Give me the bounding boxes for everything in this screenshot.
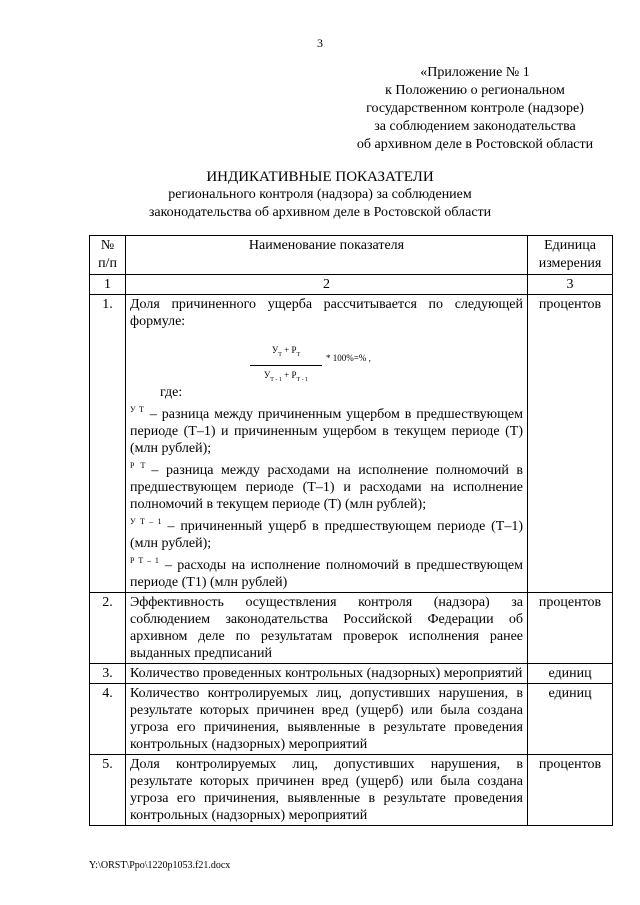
- appendix-header: [340, 64, 610, 154]
- appendix-line: «Приложение № 1: [420, 65, 530, 80]
- row-number: 4.: [90, 684, 126, 755]
- table-row: [90, 684, 613, 755]
- table-header-row: [90, 236, 613, 275]
- row-description: Количество проведенных контрольных (надзорных) мероприятий: [126, 664, 528, 684]
- row-unit: процентов: [528, 295, 613, 593]
- where-label: где:: [160, 385, 183, 400]
- row-description: Количество контролируемых лиц, допустивших нарушения, в результате которых причинен вред (ущерб) или была создана угроза его причинения, выявленные в результате проведения контрольных (надзорных) мероприятий: [126, 684, 528, 755]
- formula: [130, 342, 523, 383]
- header-name: Наименование показателя: [126, 236, 528, 275]
- formula-multiplier: * 100%=% ,: [326, 353, 371, 363]
- appendix-line: государственном контроле (надзоре): [366, 101, 584, 116]
- row-number: 1.: [90, 295, 126, 593]
- row-unit: процентов: [528, 755, 613, 826]
- col-number: 3: [528, 275, 613, 295]
- page-number: 3: [317, 36, 323, 50]
- file-path-footer: Y:\ORST\Ppo\1220p1053.f21.docx: [89, 860, 231, 871]
- header-unit: Единица измерения: [528, 236, 613, 275]
- title-main: ИНДИКАТИВНЫЕ ПОКАЗАТЕЛИ: [206, 169, 434, 185]
- row-unit: процентов: [528, 593, 613, 664]
- definition: $^{Р Т - 1}$ – расходы на исполнение полномочий в предшествующем периоде (Т1) (млн рублей): [130, 556, 523, 590]
- formula-intro: Доля причиненного ущерба рассчитывается по следующей формуле:: [130, 297, 523, 329]
- row-description: [126, 295, 528, 593]
- row-description: Эффективность осуществления контроля (надзора) за соблюдением законодательства Российской Федерации об архивном деле по результатам проверок исполнения ранее выданных предписаний: [126, 593, 528, 664]
- row-number: 2.: [90, 593, 126, 664]
- document-title: [0, 168, 640, 222]
- formula-denominator: $У_{Т - 1} + Р_{Т - 1}$: [263, 369, 309, 383]
- table-row: [90, 295, 613, 593]
- appendix-line: к Положению о региональном: [385, 83, 565, 98]
- col-number: 1: [90, 275, 126, 295]
- appendix-line: за соблюдением законодательства: [374, 119, 576, 134]
- formula-fraction: [250, 342, 322, 389]
- title-subtitle: регионального контроля (надзора) за соблюдением: [168, 187, 472, 202]
- header-num: № п/п: [90, 236, 126, 275]
- formula-numerator: $У_Т + Р_Т$: [250, 342, 322, 366]
- row-description: Доля контролируемых лиц, допустивших нарушения, в результате которых причинен вред (ущерб) или была создана угроза его причинения, выявленные в результате проведения контрольных (надзорных) мероприятий: [126, 755, 528, 826]
- row-number: 3.: [90, 664, 126, 684]
- table-row: [90, 755, 613, 826]
- definition: $^{У Т}$ – разница между причиненным ущербом в предшествующем периоде (Т–1) и причиненным ущербом в текущем периоде (Т) (млн рублей);: [130, 405, 523, 456]
- indicators-table: [89, 235, 613, 826]
- table-row: [90, 593, 613, 664]
- col-number: 2: [126, 275, 528, 295]
- appendix-line: об архивном деле в Ростовской области: [356, 137, 594, 152]
- row-number: 5.: [90, 755, 126, 826]
- row-unit: единиц: [528, 684, 613, 755]
- title-subtitle: законодательства об архивном деле в Ростовской области: [148, 205, 492, 220]
- table-row: [90, 664, 613, 684]
- column-number-row: [90, 275, 613, 295]
- definition: $^{У Т - 1}$ – причиненный ущерб в предшествующем периоде (Т–1) (млн рублей);: [130, 517, 523, 551]
- definition: $^{Р Т}$ – разница между расходами на исполнение полномочий в предшествующем периоде (Т–1) и расходами на исполнение полномочий в текущем периоде (Т) (млн рублей);: [130, 461, 524, 512]
- row-unit: единиц: [528, 664, 613, 684]
